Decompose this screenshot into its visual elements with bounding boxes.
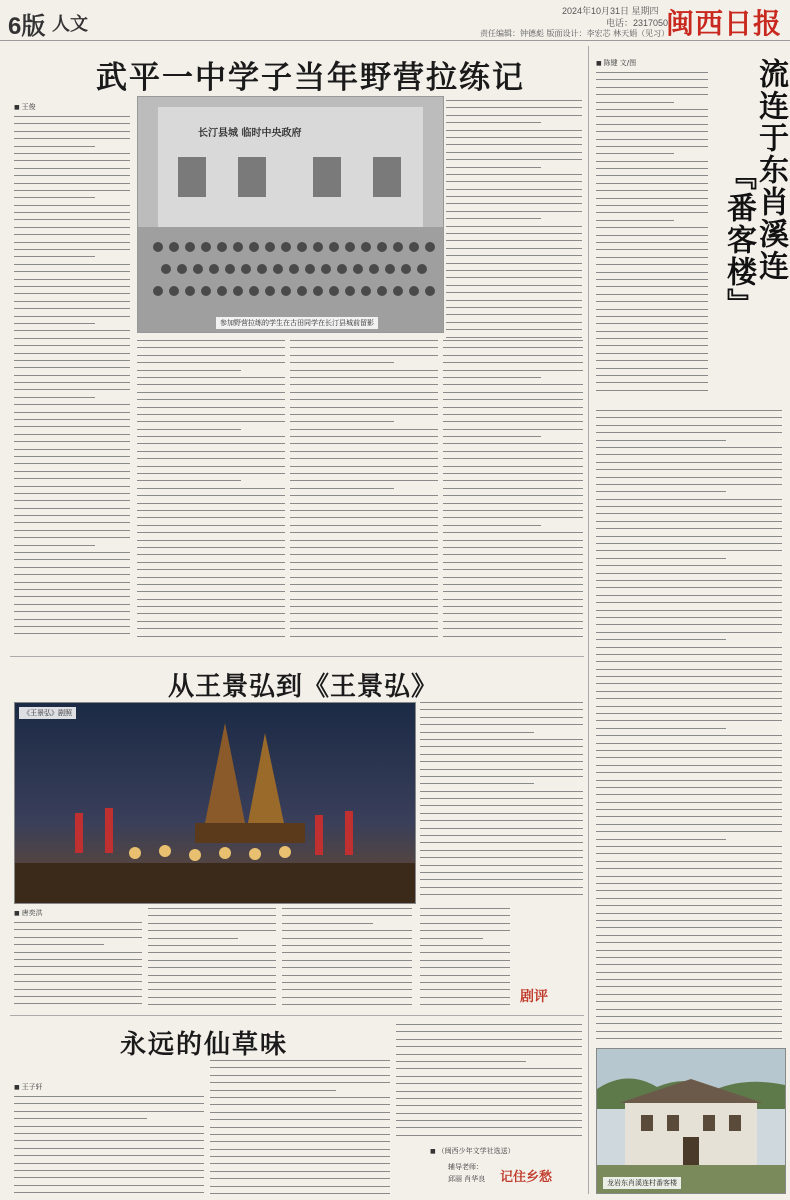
article-title: 永远的仙草味 [120,1030,289,1060]
section-name: 人文 [52,14,88,35]
editor-note: ■ （闽西少年文学社选送） [430,1146,515,1156]
phone-number: 电话：2317050 [606,18,669,28]
article-body [282,908,412,1008]
photo-caption: 《王景弘》剧照 [19,707,76,719]
issue-date: 2024年10月31日 星期四 [562,6,659,16]
article-body [14,922,142,1010]
article-body [420,702,583,900]
building-photo [596,1048,786,1194]
teacher-names: 邱丽 肖华良 [448,1175,486,1183]
article-title: 武平一中学子当年野营拉练记 [96,60,525,96]
article-byline: ■ 王俊 [14,102,36,112]
article-byline: ■ 王子轩 [14,1082,43,1092]
article-body [14,1096,204,1194]
building-sign: 长汀县城 临时中央政府 [198,128,302,139]
article-body [148,908,276,1008]
stage-photo-image [15,703,415,903]
column-badge: 记住乡愁 [500,1170,553,1185]
newspaper-logo: 闽西日报 [665,7,782,40]
section-divider [10,656,584,657]
teacher-label: 辅导老师： [448,1163,483,1171]
article-body [420,908,510,1008]
article-title: 从王景弘到《王景弘》 [168,672,439,702]
group-photo [137,96,444,333]
stage-photo [14,702,416,904]
article-byline: ■ 陈键 文/图 [596,58,636,68]
building-photo-image [597,1049,785,1193]
article-body [446,100,582,340]
article-body [396,1024,582,1140]
article-body [596,72,708,402]
page-number: 6版 [8,13,46,40]
article-body [137,340,285,640]
page-header [0,0,790,41]
article-title-line1: 流连于东肖溪连 [753,58,788,282]
column-divider [588,46,589,1194]
article-title-line2: 『番客楼』 [721,160,756,320]
photo-caption: 参加野营拉练的学生在古田同学在长汀县城前留影 [216,317,378,329]
article-body [596,410,782,1042]
article-byline: ■ 唐奕洪 [14,908,43,918]
editor-credits: 责任编辑：钟德彪 版面设计：李宏芯 林天娟（见习） [480,29,670,38]
column-badge: 剧评 [520,989,548,1005]
photo-caption: 龙岩东肖溪连村番客楼 [603,1177,681,1189]
article-body [14,116,130,636]
article-body [210,1060,390,1194]
article-body [290,340,438,640]
article-body [443,340,583,640]
section-divider [10,1015,584,1016]
